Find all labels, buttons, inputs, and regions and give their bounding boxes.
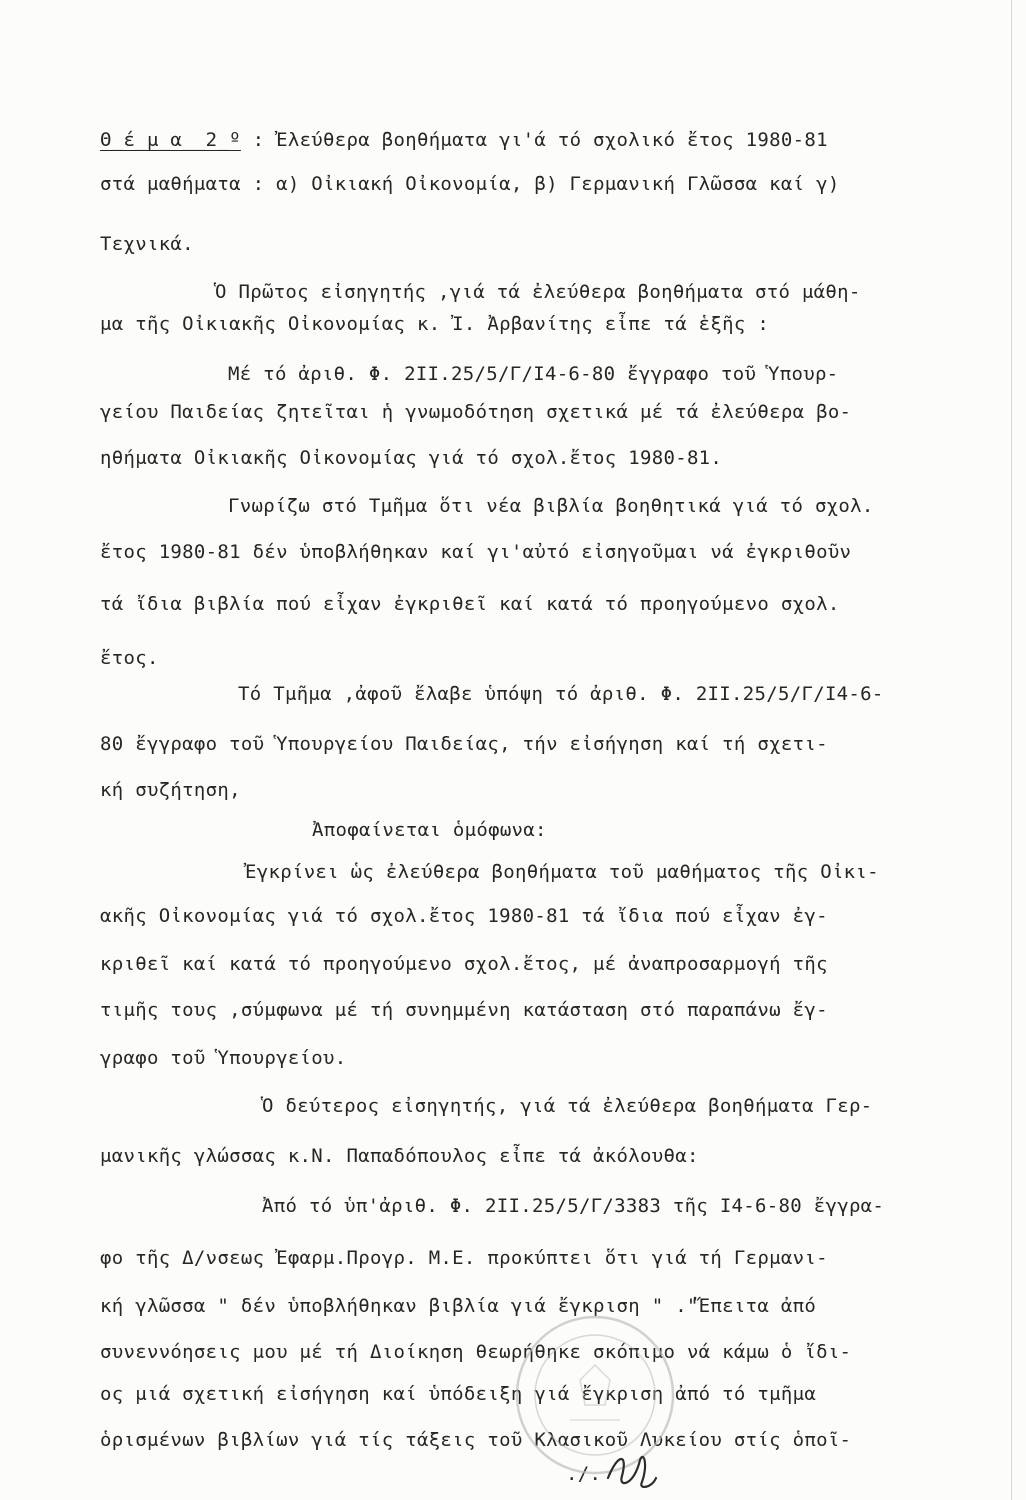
text-line: κριθεῖ καί κατά τό προηγούμενο σχολ.ἔτος, μέ ἀναπροσαρμογή τῆς (100, 953, 828, 975)
text-line: κή συζήτηση, (100, 779, 241, 801)
text-line: τά ἴδια βιβλία πού εἶχαν ἐγκριθεῖ καί κατά τό προηγούμενο σχολ. (100, 593, 840, 615)
text-line: Ἀπό τό ὑπ'ἀριθ. Φ. 2ΙΙ.25/5/Γ/3383 τῆς Ι4-6-80 ἔγγρα- (262, 1195, 885, 1217)
text-line: Ὁ Πρῶτος εἰσηγητής ,γιά τά ἐλεύθερα βοηθήματα στό μάθη- (215, 281, 861, 303)
text-line: 80 ἔγγραφο τοῦ Ὑπουργείου Παιδείας, τήν εἰσήγηση καί τή σχετι- (100, 733, 828, 755)
text-line: φο τῆς Δ/νσεως Ἐφαρμ.Προγρ. Μ.Ε. προκύπτει ὅτι γιά τή Γερμανι- (100, 1247, 828, 1269)
text-line: ηθήματα Οἰκιακῆς Οἰκονομίας γιά τό σχολ.ἔτος 1980-81. (100, 447, 723, 469)
text-line: Ἐγκρίνει ὡς ἐλεύθερα βοηθήματα τοῦ μαθήματος τῆς Οἰκι- (245, 861, 879, 883)
text-line: στά μαθήματα : α) Οἰκιακή Οἰκονομία, β) Γερμανική Γλῶσσα καί γ) (100, 173, 840, 195)
continuation-mark: ./. (566, 1463, 602, 1485)
text-line: ος μιά σχετική εἰσήγηση καί ὑπόδειξη γιά ἔγκριση ἀπό τό τμῆμα (100, 1383, 817, 1405)
signature (600, 1448, 660, 1493)
text-line: ὁρισμένων βιβλίων γιά τίς τάξεις τοῦ Κλασικοῦ Λυκείου στίς ὁποῖ- (100, 1429, 852, 1451)
text-line: Τεχνικά. (100, 233, 194, 255)
heading-line (100, 128, 828, 152)
text-line: Γνωρίζω στό Τμῆμα ὅτι νέα βιβλία βοηθητικά γιά τό σχολ. (228, 495, 874, 517)
text-line: συνεννόησεις μου μέ τή Διοίκηση θεωρήθηκε σκόπιμο νά κάμω ὁ ἴδι- (100, 1341, 852, 1363)
text-line: ακῆς Οἰκονομίας γιά τό σχολ.ἔτος 1980-81 τά ἴδια πού εἶχαν ἐγ- (100, 905, 828, 927)
text-line: μανικῆς γλώσσας κ.Ν. Παπαδόπουλος εἶπε τά ἀκόλουθα: (100, 1145, 699, 1167)
text-line: Ὁ δεύτερος εἰσηγητής, γιά τά ἐλεύθερα βοηθήματα Γερ- (262, 1095, 873, 1117)
text-line: Ἀποφαίνεται ὁμόφωνα: (312, 819, 547, 841)
heading-label: Θ_έ_μ_α__2_º (100, 129, 241, 151)
text-line: τιμῆς τους ,σύμφωνα μέ τή συνημμένη κατάσταση στό παραπάνω ἔγ- (100, 999, 828, 1021)
text-line: Μέ τό ἀριθ. Φ. 2ΙΙ.25/5/Γ/Ι4-6-80 ἔγγραφο τοῦ Ὑπουρ- (228, 363, 839, 385)
text-line: Τό Τμῆμα ,ἀφοῦ ἔλαβε ὑπόψη τό ἀριθ. Φ. 2ΙΙ.25/5/Γ/Ι4-6- (238, 683, 884, 705)
text-line: γείου Παιδείας ζητεῖται ἡ γνωμοδότηση σχετικά μέ τά ἐλεύθερα βο- (100, 401, 852, 423)
text-line: γραφο τοῦ Ὑπουργείου. (100, 1047, 347, 1069)
heading-title: : Ἐλεύθερα βοηθήματα γι'ά τό σχολικό ἔτος 1980-81 (240, 129, 828, 151)
text-line: κή γλῶσσα " δέν ὑποβλήθηκαν βιβλία γιά ἔγκριση " ."Ἔπειτα ἀπό (100, 1295, 817, 1317)
text-line: ἔτος. (100, 647, 159, 669)
text-line: ἔτος 1980-81 δέν ὑποβλήθηκαν καί γι'αὐτό εἰσηγοῦμαι νά ἐγκριθοῦν (100, 541, 852, 563)
text-line: μα τῆς Οἰκιακῆς Οἰκονομίας κ. Ἰ. Ἀρβανίτης εἶπε τά ἑξῆς : (100, 313, 770, 335)
